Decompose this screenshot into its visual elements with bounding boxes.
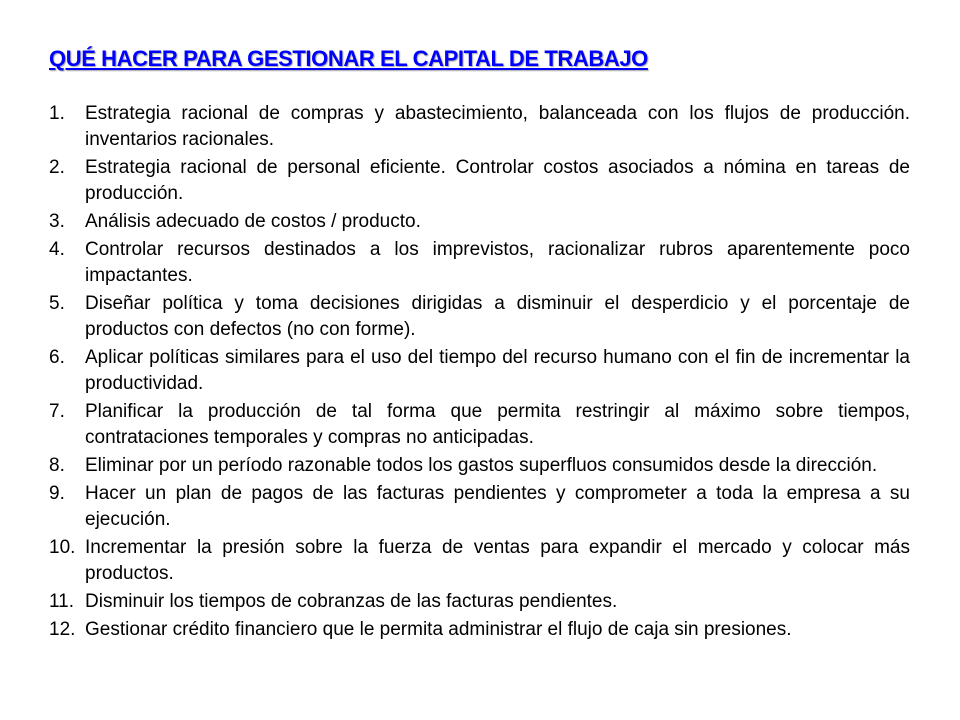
item-text: Diseñar política y toma decisiones dirigidas a disminuir el desperdicio y el porcentaje de productos con defectos (no con forme). — [85, 293, 910, 340]
list-item — [49, 209, 910, 235]
item-number: 6. — [49, 347, 65, 368]
item-number: 4. — [49, 239, 65, 260]
item-number: 10. — [49, 537, 76, 558]
item-text: Análisis adecuado de costos / producto. — [85, 211, 421, 232]
item-text: Estrategia racional de compras y abastecimiento, balanceada con los flujos de producción. inventarios racionales. — [85, 103, 910, 150]
list-item — [49, 155, 910, 207]
strategy-list — [49, 101, 910, 645]
list-item — [49, 345, 910, 397]
item-number: 7. — [49, 401, 65, 422]
item-number: 2. — [49, 157, 65, 178]
list-item — [49, 589, 910, 615]
item-text: Estrategia racional de personal eficiente. Controlar costos asociados a nómina en tareas de producción. — [85, 157, 910, 204]
item-text: Planificar la producción de tal forma que permita restringir al máximo sobre tiempos, contrataciones temporales y compras no anticipadas. — [85, 401, 910, 448]
item-text: Controlar recursos destinados a los imprevistos, racionalizar rubros aparentemente poco impactantes. — [85, 239, 910, 286]
list-item — [49, 481, 910, 533]
item-text: Aplicar políticas similares para el uso del tiempo del recurso humano con el fin de incrementar la productividad. — [85, 347, 910, 394]
item-text: Eliminar por un período razonable todos los gastos superfluos consumidos desde la dirección. — [85, 455, 878, 476]
list-item — [49, 291, 910, 343]
item-number: 9. — [49, 483, 65, 504]
list-item — [49, 237, 910, 289]
item-number: 3. — [49, 211, 65, 232]
list-item — [49, 617, 910, 643]
list-item — [49, 101, 910, 153]
item-text: Disminuir los tiempos de cobranzas de las facturas pendientes. — [85, 591, 618, 612]
item-text: Gestionar crédito financiero que le permita administrar el flujo de caja sin presiones. — [85, 619, 792, 640]
item-number: 1. — [49, 103, 65, 124]
list-item — [49, 535, 910, 587]
list-item — [49, 399, 910, 451]
item-text: Incrementar la presión sobre la fuerza de ventas para expandir el mercado y colocar más productos. — [85, 537, 910, 584]
list-item — [49, 453, 910, 479]
item-number: 12. — [49, 619, 76, 640]
item-number: 11. — [49, 591, 75, 612]
item-number: 5. — [49, 293, 65, 314]
item-text: Hacer un plan de pagos de las facturas pendientes y comprometer a toda la empresa a su ejecución. — [85, 483, 910, 530]
slide-title: QUÉ HACER PARA GESTIONAR EL CAPITAL DE TRABAJO — [49, 46, 648, 71]
item-number: 8. — [49, 455, 65, 476]
